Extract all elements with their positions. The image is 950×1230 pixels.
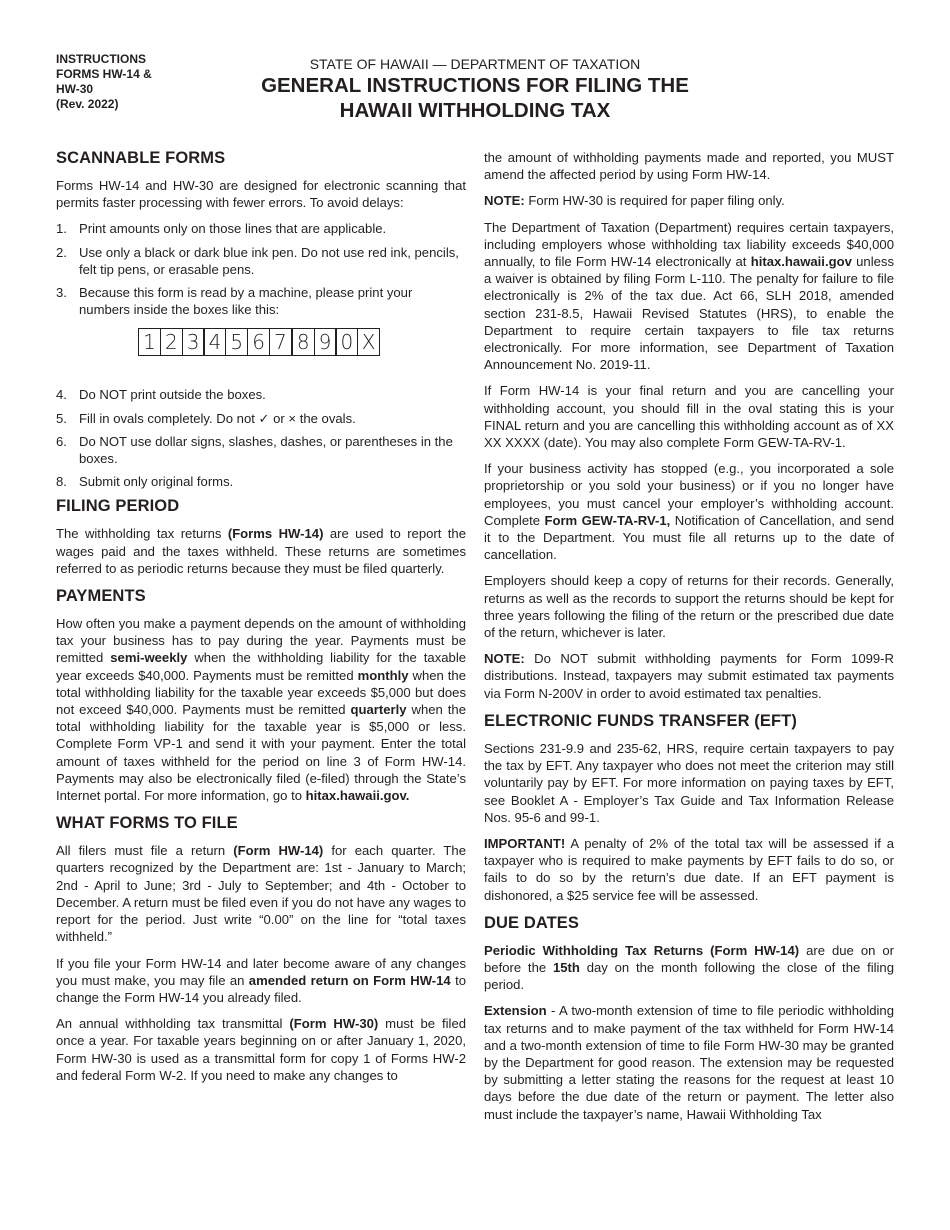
list-item: 8. Submit only original forms. bbox=[56, 474, 234, 490]
filing-period-text: The withholding tax returns (Forms HW-14) are used to report the wages paid and the taxes withheld. These returns are sometimes referred to as periodic returns because they must be filed quarterly. bbox=[56, 526, 466, 576]
digit-box: 1 bbox=[138, 328, 161, 356]
section-heading-scannable: SCANNABLE FORMS bbox=[56, 149, 226, 167]
sample-number-boxes bbox=[138, 328, 466, 356]
agency-name: STATE OF HAWAII — DEPARTMENT OF TAXATION bbox=[309, 56, 641, 72]
section-heading-due-dates: DUE DATES bbox=[484, 913, 580, 932]
digit-box: 6 bbox=[247, 328, 270, 356]
page-title-line-2: HAWAII WITHHOLDING TAX bbox=[339, 99, 611, 122]
left-column bbox=[56, 148, 466, 1093]
extension-text: Extension - A two-month extension of time to file periodic withholding tax returns and to make payment of the tax withheld for Form HW-14 and a two-month extension of time to file Form HW-30 may be granted by the Department for good reason. The extension may be requested by submitting a letter stating the reasons for the request at least 10 days before the due date of the return or payment. The letter also must include the taxpayer’s name, Hawaii Withholding Tax bbox=[484, 1003, 894, 1122]
list-item: 3. Because this form is read by a machine, please print your numbers inside the boxes like this: bbox=[56, 285, 413, 318]
note-paper-filing: NOTE: Form HW-30 is required for paper filing only. bbox=[484, 193, 785, 209]
digit-box: 9 bbox=[314, 328, 337, 356]
due-dates-text: Periodic Withholding Tax Returns (Form HW-14) are due on or before the 15th day on the month following the close of the filing period. bbox=[484, 942, 895, 993]
what-forms-para-3: An annual withholding tax transmittal (Form HW-30) must be filed once a year. For taxable years beginning on or after January 1, 2020, Form HW-30 is used as a transmittal form for copy 1 of Forms HW-2 and federal Form W-2. If you need to make any changes to bbox=[56, 1016, 467, 1083]
section-heading-filing-period: FILING PERIOD bbox=[56, 497, 180, 516]
payments-text: How often you make a payment depends on the amount of withholding tax your business has to pay during the year. Payments must be remitted semi-weekly when the withholding liability for the taxable year exceeds $40,000. Payments must be remitted monthly when the total withholding liability for the taxable year exceeds $5,000 but does not exceed $40,000. Payments must be remitted quarterly when the total withholding liability for the taxable year is $5,000 or less. Complete Form VP-1 and send it with your payment. Enter the total amount of taxes withheld for the period on line 3 of Form HW-14. Payments may also be electronically filed (e-filed) through the State’s Internet portal. For more information, go to hitax.hawaii.gov. bbox=[56, 616, 467, 804]
digit-box: 0 bbox=[335, 328, 358, 356]
list-item: 1. Print amounts only on those lines that are applicable. bbox=[56, 221, 387, 237]
cross-mark-icon: × bbox=[288, 410, 297, 426]
digit-box: 3 bbox=[182, 328, 205, 356]
eft-text: Sections 231-9.9 and 235-62, HRS, require certain taxpayers to pay the tax by EFT. Any taxpayer who does not meet the criterion may still voluntarily pay by EFT. For more information on paying taxes by EFT, see Booklet A - Employer’s Tax Guide and Tax Information Release Nos. 95-6 and 99-1. bbox=[484, 740, 894, 825]
list-item: 5. Fill in ovals completely. Do not ✓ or × the ovals. bbox=[56, 410, 356, 426]
scannable-intro: Forms HW-14 and HW-30 are designed for electronic scanning that permits faster processing with fewer errors. To avoid delays: bbox=[56, 178, 466, 211]
digit-box: 2 bbox=[160, 328, 183, 356]
form-id-line: HW-30 bbox=[56, 82, 94, 96]
list-item: 2. Use only a black or dark blue ink pen. Do not use red ink, pencils, felt tip pens, or erasable pens. bbox=[56, 244, 459, 277]
form-id-line: (Rev. 2022) bbox=[56, 97, 119, 111]
electronic-filing-requirement: The Department of Taxation (Department) requires certain taxpayers, including employers whose withholding tax liability exceeds $40,000 annually, to file Form HW-14 electronically at hitax.hawaii.gov unless a waiver is obtained by filing Form L-110. The penalty for failure to file electronically is 2% of the tax due. Act 66, SLH 2018, amended section 231-8.5, Hawaii Revised Statutes (HRS), to enable the Department to require certain taxpayers to file tax returns electronically. For more information, see Department of Taxation Announcement No. 2019-11. bbox=[484, 219, 894, 373]
eft-important: IMPORTANT! A penalty of 2% of the total tax will be assessed if a taxpayer who is required to make payments by EFT fails to do so, or fails to do so by the return’s due date. If an EFT payment is dishonored, a $25 service fee will be assessed. bbox=[484, 835, 894, 903]
digit-box: 7 bbox=[269, 328, 292, 356]
check-mark-icon: ✓ bbox=[258, 410, 270, 426]
right-column bbox=[484, 149, 894, 1132]
record-keeping-text: Employers should keep a copy of returns for their records. Generally, returns as well as the records to support the returns should be kept for three years following the filing of the return or the prescribed due date of the return, whichever is later. bbox=[484, 573, 894, 641]
digit-box: 5 bbox=[225, 328, 248, 356]
what-forms-para-2: If you file your Form HW-14 and later become aware of any changes you must make, you may file an amended return on Form HW-14 to change the Form HW-14 you already filed. bbox=[56, 955, 466, 1005]
scannable-list-continued bbox=[56, 386, 466, 490]
scannable-list bbox=[56, 220, 466, 318]
note-1099r: NOTE: Do NOT submit withholding payments for Form 1099-R distributions. Instead, taxpayers may submit estimated tax payments via Form N-200V in order to avoid estimated tax penalties. bbox=[484, 651, 894, 701]
form-id-line: INSTRUCTIONS bbox=[56, 52, 146, 66]
business-stopped-text: If your business activity has stopped (e.g., you incorporated a sole proprietorship or you sold your business) or if you no longer have employees, you must cancel your employer’s withholding account. Complete Form GEW-TA-RV-1, Notification of Cancellation, and send it to the Department. You must file all returns up to the date of cancellation. bbox=[484, 461, 894, 563]
section-heading-eft: ELECTRONIC FUNDS TRANSFER (EFT) bbox=[484, 711, 797, 730]
continued-text: the amount of withholding payments made and reported, you MUST amend the affected period by using Form HW-14. bbox=[484, 150, 894, 183]
what-forms-para-1: All filers must file a return (Form HW-14) for each quarter. The quarters recognized by the Department are: 1st - January to March; 2nd - April to June; 3rd - July to September; and 4th - October to December. A return must be filed even if you do not have any wages to report for the period. Just write “0.00” on the line for “total taxes withheld.” bbox=[56, 843, 466, 945]
final-return-text: If Form HW-14 is your final return and you are cancelling your withholding account, you should fill in the oval stating this is your FINAL return and you are cancelling this withholding account as of XX XX XXXX (date). You may also complete Form GEW-TA-RV-1. bbox=[484, 383, 894, 451]
list-item: 6. Do NOT use dollar signs, slashes, dashes, or parentheses in the boxes. bbox=[56, 433, 453, 467]
page-header bbox=[200, 56, 750, 123]
section-heading-payments: PAYMENTS bbox=[56, 587, 146, 606]
section-heading-what-forms: WHAT FORMS TO FILE bbox=[56, 814, 238, 833]
digit-box: X bbox=[357, 328, 380, 356]
form-id-line: FORMS HW-14 & bbox=[56, 67, 152, 81]
digit-box: 4 bbox=[203, 328, 226, 356]
digit-box: 8 bbox=[291, 328, 315, 356]
list-item: 4. Do NOT print outside the boxes. bbox=[56, 387, 266, 403]
form-identifier bbox=[56, 52, 196, 112]
page-title-line-1: GENERAL INSTRUCTIONS FOR FILING THE bbox=[261, 74, 689, 97]
